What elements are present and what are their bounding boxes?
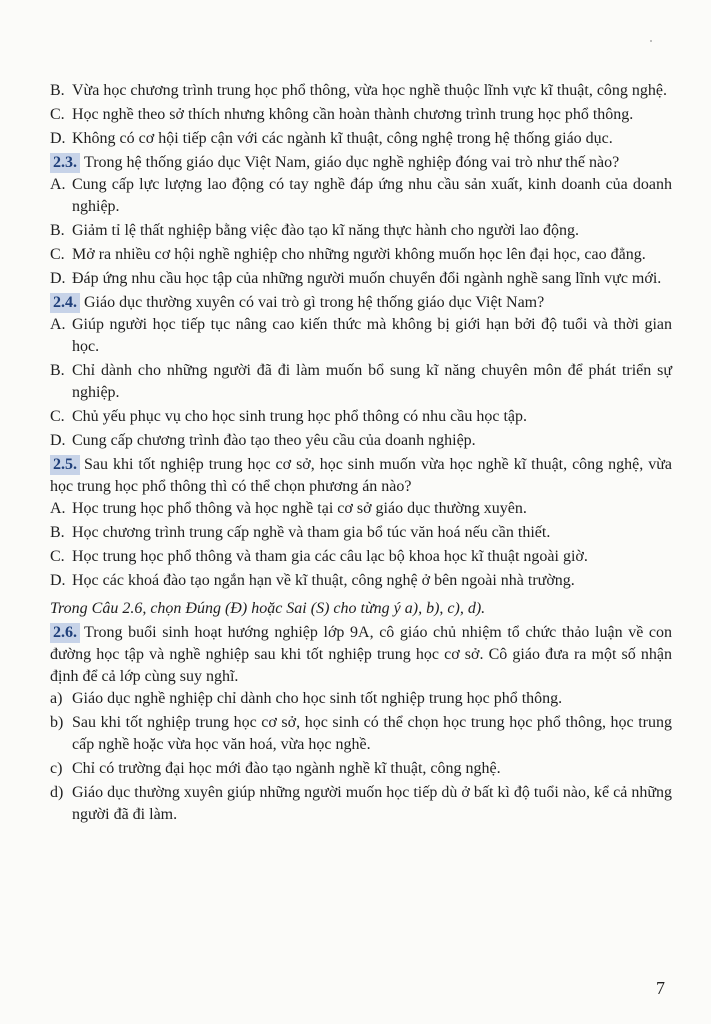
option-d: D. Không có cơ hội tiếp cận với các ngành kĩ thuật, công nghệ trong hệ thống giáo dục. bbox=[50, 130, 613, 147]
option-d: D. Cung cấp chương trình đào tạo theo yêu cầu của doanh nghiệp. bbox=[50, 432, 476, 449]
option-c: C. Học trung học phổ thông và tham gia các câu lạc bộ khoa học kĩ thuật ngoài giờ. bbox=[50, 548, 588, 565]
question-number-badge: 2.6. bbox=[50, 623, 80, 643]
option-d: D. Đáp ứng nhu cầu học tập của những người muốn chuyển đổi ngành nghề sang lĩnh vực mới. bbox=[50, 270, 662, 287]
page-number: 7 bbox=[656, 978, 665, 998]
option-c: C. Mở ra nhiều cơ hội nghề nghiệp cho những người không muốn học lên đại học, cao đẳng. bbox=[50, 246, 646, 263]
option-b: B. Giảm tỉ lệ thất nghiệp bằng việc đào tạo kĩ năng thực hành cho người lao động. bbox=[50, 222, 580, 239]
option-a: A. Học trung học phổ thông và học nghề tại cơ sở giáo dục thường xuyên. bbox=[50, 500, 527, 517]
statement-b: b) Sau khi tốt nghiệp trung học cơ sở, học sinh có thể chọn học trung học phổ thông, học trung cấp nghề hoặc vừa học văn hoá, vừa học nghề. bbox=[50, 714, 672, 753]
page-content bbox=[50, 80, 672, 826]
question-number-badge: 2.5. bbox=[50, 455, 80, 475]
question-2-4: 2.4. Giáo dục thường xuyên có vai trò gì trong hệ thống giáo dục Việt Nam? bbox=[50, 292, 672, 314]
statement-c: c) Chỉ có trường đại học mới đào tạo ngành nghề kĩ thuật, công nghệ. bbox=[50, 760, 501, 777]
question-2-6: 2.6. Trong buổi sinh hoạt hướng nghiệp lớp 9A, cô giáo chủ nhiệm tổ chức thảo luận về con đường học tập và nghề nghiệp sau khi tốt nghiệp trung học cơ sở. Cô giáo đưa ra một số nhận định để cả lớp cùng suy nghĩ. bbox=[50, 624, 672, 685]
option-d: D. Học các khoá đào tạo ngắn hạn về kĩ thuật, công nghệ ở bên ngoài nhà trường. bbox=[50, 572, 575, 589]
scan-speck bbox=[650, 40, 652, 42]
option-b: B. Vừa học chương trình trung học phổ thông, vừa học nghề thuộc lĩnh vực kĩ thuật, công nghệ. bbox=[50, 82, 668, 99]
question-number-badge: 2.3. bbox=[50, 153, 80, 173]
question-number-badge: 2.4. bbox=[50, 293, 80, 313]
option-b: B. Chỉ dành cho những người đã đi làm muốn bổ sung kĩ năng chuyên môn để phát triển sự nghiệp. bbox=[50, 362, 672, 401]
statement-a: a) Giáo dục nghề nghiệp chỉ dành cho học sinh tốt nghiệp trung học phổ thông. bbox=[50, 690, 563, 707]
question-2-5: 2.5. Sau khi tốt nghiệp trung học cơ sở, học sinh muốn vừa học nghề kĩ thuật, công nghệ, vừa học trung học phổ thông thì có thể chọn phương án nào? bbox=[50, 456, 672, 495]
option-a: A. Giúp người học tiếp tục nâng cao kiến thức mà không bị giới hạn bởi độ tuổi và thời gian học. bbox=[50, 316, 672, 355]
option-a: A. Cung cấp lực lượng lao động có tay nghề đáp ứng nhu cầu sản xuất, kinh doanh của doanh nghiệp. bbox=[50, 176, 672, 215]
statement-d: d) Giáo dục thường xuyên giúp những người muốn học tiếp dù ở bất kì độ tuổi nào, kể cả những người đã đi làm. bbox=[50, 784, 672, 823]
option-b: B. Học chương trình trung cấp nghề và tham gia bổ túc văn hoá nếu cần thiết. bbox=[50, 524, 551, 541]
option-c: C. Học nghề theo sở thích nhưng không cần hoàn thành chương trình trung học phổ thông. bbox=[50, 106, 634, 123]
option-c: C. Chủ yếu phục vụ cho học sinh trung học phổ thông có nhu cầu học tập. bbox=[50, 408, 528, 425]
question-2-3: 2.3. Trong hệ thống giáo dục Việt Nam, giáo dục nghề nghiệp đóng vai trò như thế nào? bbox=[50, 152, 672, 174]
instruction-text: Trong Câu 2.6, chọn Đúng (Đ) hoặc Sai (S) cho từng ý a), b), c), d). bbox=[50, 600, 486, 617]
